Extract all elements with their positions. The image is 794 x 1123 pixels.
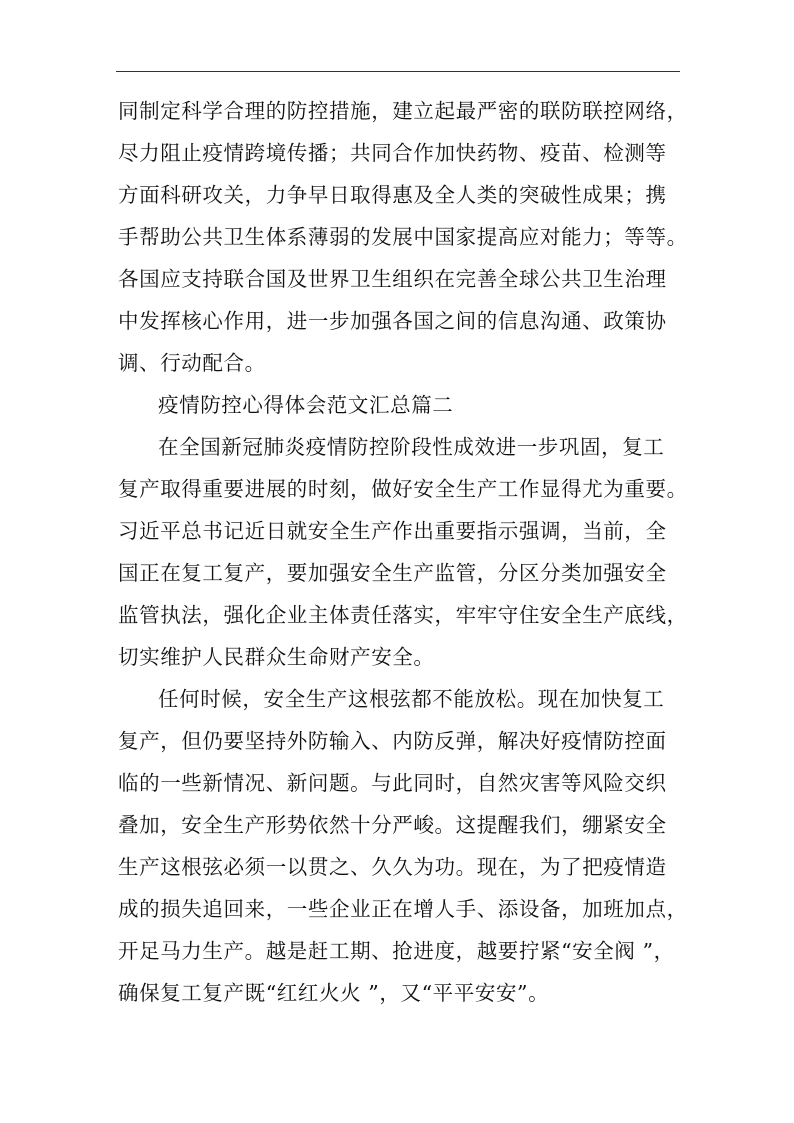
- paragraph-line: 成的损失追回来，一些企业正在增人手、添设备，加班加点，: [118, 897, 688, 921]
- paragraph-line: 在全国新冠肺炎疫情防控阶段性成效进一步巩固，复工: [158, 435, 665, 459]
- paragraph-line: 方面科研攻关，力争早日取得惠及全人类的突破性成果；携: [118, 183, 667, 207]
- paragraph-line: 习近平总书记近日就安全生产作出重要指示强调，当前，全: [118, 519, 667, 543]
- paragraph-line: 调、行动配合。: [118, 351, 266, 375]
- paragraph-line: 国正在复工复产，要加强安全生产监管，分区分类加强安全: [118, 561, 667, 585]
- paragraph-line: 开足马力生产。越是赶工期、抢进度，越要拧紧“安全阀 ”，: [118, 939, 675, 963]
- paragraph-line: 各国应支持联合国及世界卫生组织在完善全球公共卫生治理: [118, 267, 667, 291]
- paragraph-line: 复产，但仍要坚持外防输入、内防反弹，解决好疫情防控面: [118, 729, 667, 753]
- paragraph-line: 尽力阻止疫情跨境传播；共同合作加快药物、疫苗、检测等: [118, 141, 667, 165]
- paragraph-line: 手帮助公共卫生体系薄弱的发展中国家提高应对能力；等等。: [118, 225, 688, 249]
- paragraph-line: 监管执法，强化企业主体责任落实，牢牢守住安全生产底线，: [118, 603, 688, 627]
- paragraph-line: 中发挥核心作用，进一步加强各国之间的信息沟通、政策协: [118, 309, 667, 333]
- paragraph-line: 任何时候，安全生产这根弦都不能放松。现在加快复工: [158, 687, 665, 711]
- paragraph-line: 确保复工复产既“红红火火 ”，又“平平安安”。: [118, 981, 550, 1005]
- paragraph-line: 复产取得重要进展的时刻，做好安全生产工作显得尤为重要。: [118, 477, 688, 501]
- paragraph-line: 切实维护人民群众生命财产安全。: [118, 645, 435, 669]
- paragraph-line: 同制定科学合理的防控措施，建立起最严密的联防联控网络，: [118, 99, 688, 123]
- paragraph-line: 叠加，安全生产形势依然十分严峻。这提醒我们，绷紧安全: [118, 813, 667, 837]
- section-heading: 疫情防控心得体会范文汇总篇二: [158, 393, 454, 417]
- paragraph-line: 临的一些新情况、新问题。与此同时，自然灾害等风险交织: [118, 771, 667, 795]
- paragraph-line: 生产这根弦必须一以贯之、久久为功。现在，为了把疫情造: [118, 855, 667, 879]
